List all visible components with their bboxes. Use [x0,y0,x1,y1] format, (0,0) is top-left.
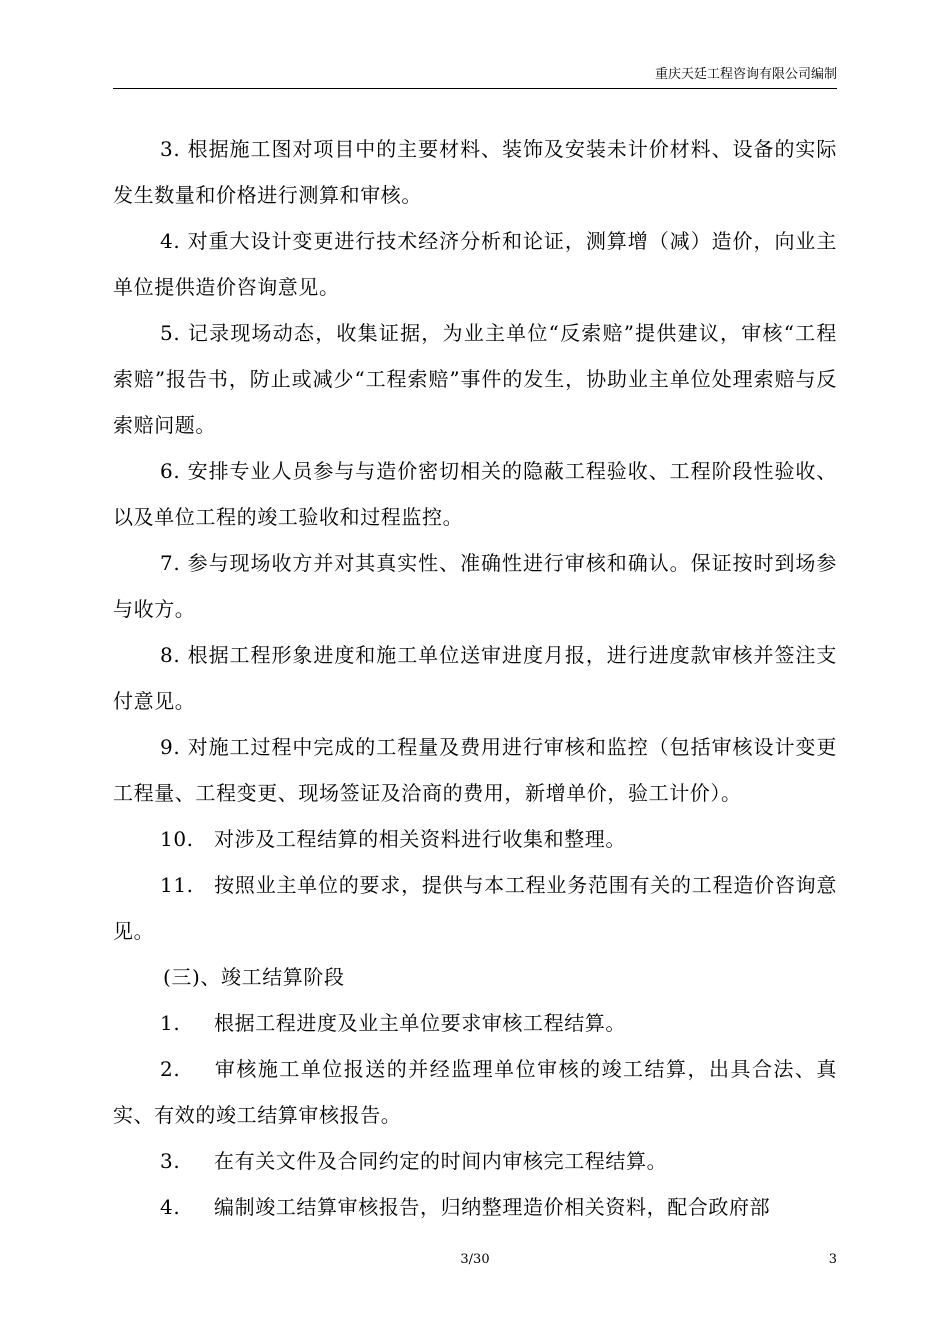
section-item-3 [113,1138,837,1184]
item-number: 1. [160,1011,181,1035]
section-item-1 [113,1000,837,1046]
item-number: 3. [160,1149,181,1173]
section-item-4 [113,1184,837,1230]
paragraph-text: 对施工过程中完成的工程量及费用进行审核和监控（包括审核设计变更工程量、工程变更、现场签证及洽商的费用，新增单价，验工计价）。 [113,735,837,805]
paragraph-text: 根据工程形象进度和施工单位送审进度月报，进行进度款审核并签注支付意见。 [113,643,837,713]
section-item-2 [113,1046,837,1138]
header-company: 重庆天廷工程咨询有限公司编制 [654,67,837,82]
paragraph-text: 参与现场收方并对其真实性、准确性进行审核和确认。保证按时到场参与收方。 [113,551,837,621]
paragraph-3 [113,126,837,218]
item-text: 审核施工单位报送的并经监理单位审核的竣工结算，出具合法、真实、有效的竣工结算审核报告。 [113,1057,837,1127]
section-title: (三)、竣工结算阶段 [163,965,345,989]
document-body [113,126,837,1230]
paragraph-8 [113,632,837,724]
item-text: 根据工程进度及业主单位要求审核工程结算。 [214,1011,626,1035]
paragraph-number: 3. [160,137,181,161]
paragraph-number: 7. [160,551,181,575]
page-header [113,66,837,89]
page-number: 3 [828,1252,837,1267]
paragraph-text: 对重大设计变更进行技术经济分析和论证，测算增（减）造价，向业主单位提供造价咨询意见。 [113,229,837,299]
paragraph-number: 5. [160,321,181,345]
paragraph-4 [113,218,837,310]
item-number: 4. [160,1195,181,1219]
item-text: 编制竣工结算审核报告，归纳整理造价相关资料，配合政府部 [214,1195,771,1219]
paragraph-number: 4. [160,229,181,253]
paragraph-number: 10. [160,827,194,851]
paragraph-text: 按照业主单位的要求，提供与本工程业务范围有关的工程造价咨询意见。 [113,873,837,943]
item-text: 在有关文件及合同约定的时间内审核完工程结算。 [214,1149,668,1173]
paragraph-text: 对涉及工程结算的相关资料进行收集和整理。 [214,827,626,851]
paragraph-number: 8. [160,643,181,667]
item-number: 2. [160,1057,181,1081]
paragraph-number: 6. [160,459,181,483]
paragraph-10 [113,816,837,862]
paragraph-11 [113,862,837,954]
page-of-indicator: 3/30 [460,1252,490,1267]
paragraph-number: 9. [160,735,181,759]
paragraph-text: 安排专业人员参与与造价密切相关的隐蔽工程验收、工程阶段性验收、以及单位工程的竣工验收和过程监控。 [113,459,837,529]
paragraph-text: 根据施工图对项目中的主要材料、装饰及安装未计价材料、设备的实际发生数量和价格进行测算和审核。 [113,137,837,207]
paragraph-text: 记录现场动态，收集证据，为业主单位“反索赔”提供建议，审核“工程索赔”报告书，防止或减少“工程索赔”事件的发生，协助业主单位处理索赔与反索赔问题。 [113,321,837,437]
paragraph-7 [113,540,837,632]
paragraph-5 [113,310,837,448]
paragraph-9 [113,724,837,816]
paragraph-number: 11. [160,873,194,897]
paragraph-6 [113,448,837,540]
